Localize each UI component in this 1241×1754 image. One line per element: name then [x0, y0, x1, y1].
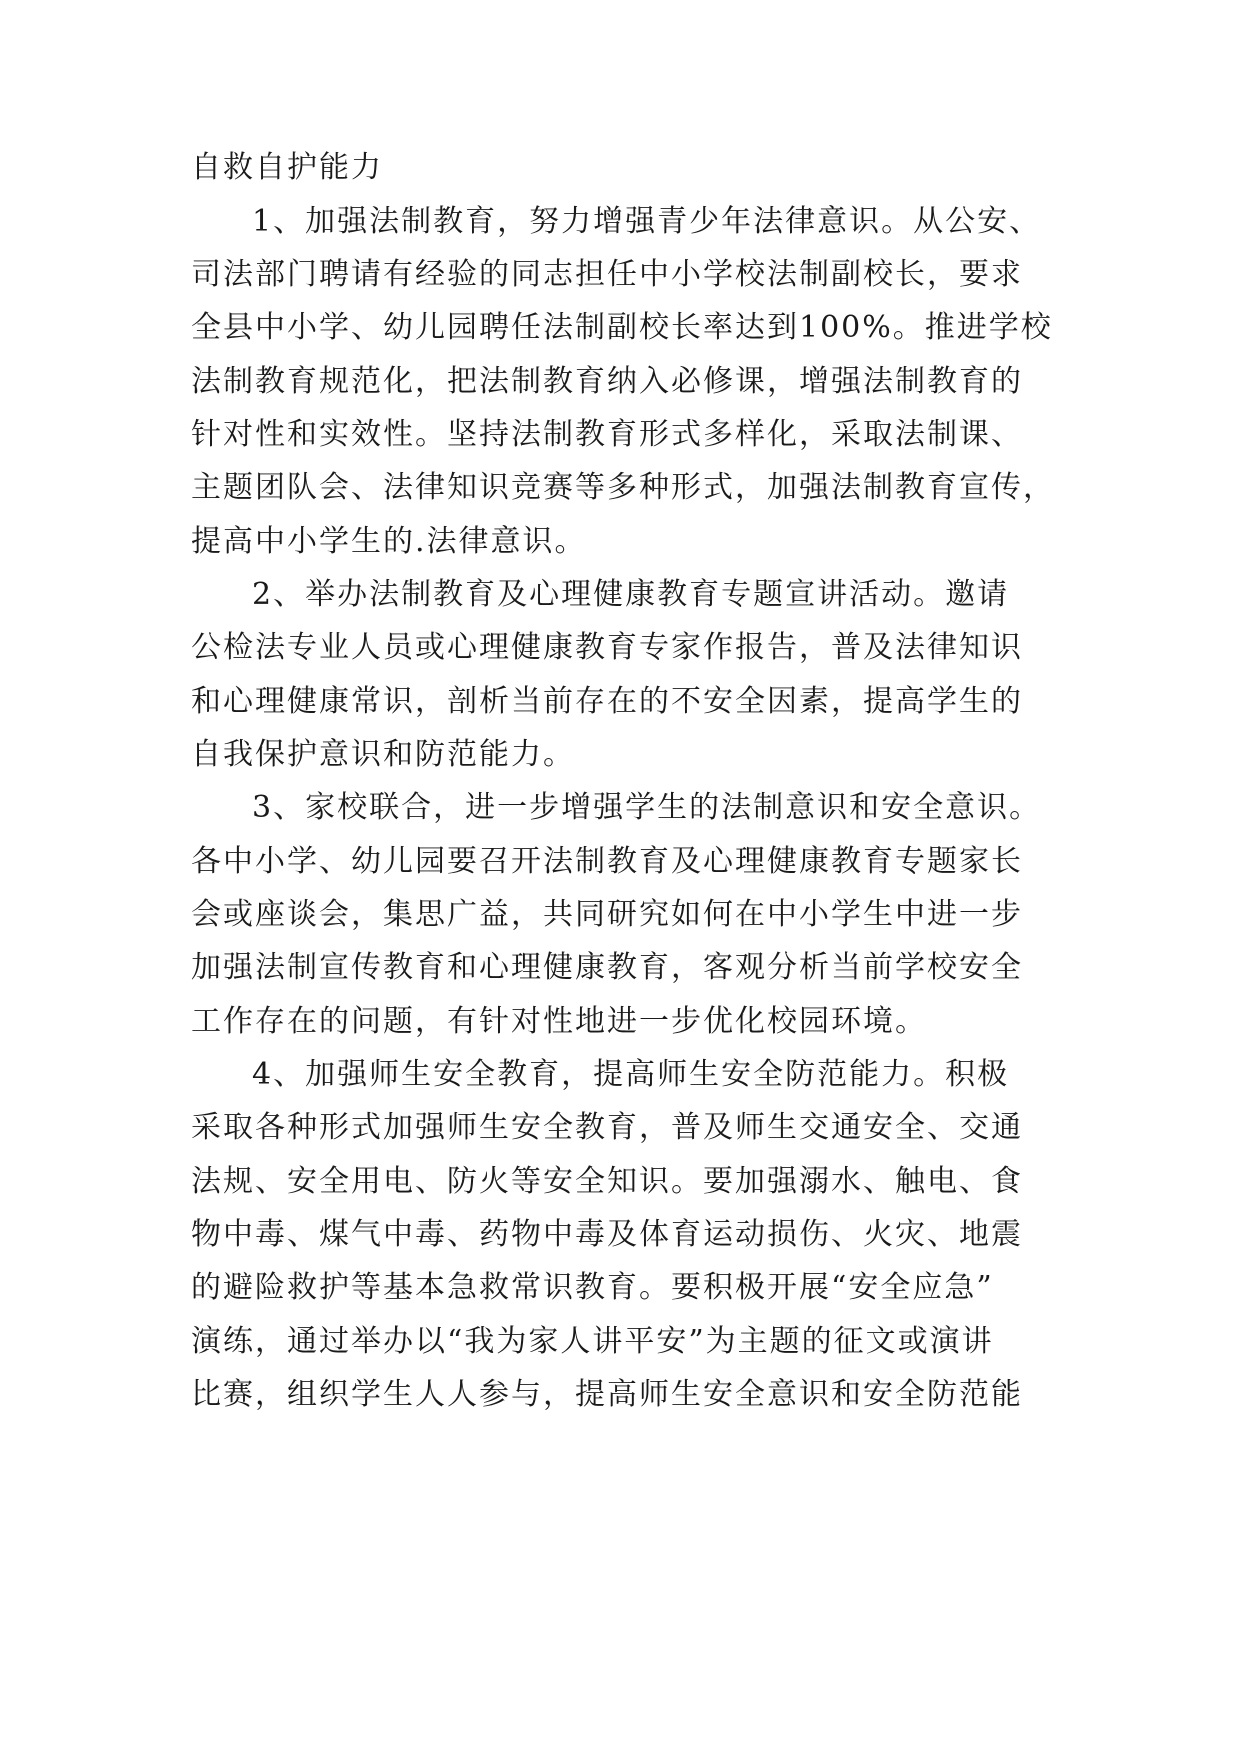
text-line: 演练，通过举办以“我为家人讲平安”为主题的征文或演讲: [191, 1324, 994, 1359]
text-line: 4、加强师生安全教育，提高师生安全防范能力。积极: [252, 1057, 1010, 1092]
text-line: 提高中小学生的.法律意识。: [191, 524, 587, 559]
text-line: 自救自护能力: [191, 150, 383, 185]
text-line: 采取各种形式加强师生安全教育，普及师生交通安全、交通: [191, 1110, 1023, 1145]
text-line: 1、加强法制教育，努力增强青少年法律意识。从公安、: [252, 204, 1042, 239]
text-line: 法制教育规范化，把法制教育纳入必修课，增强法制教育的: [191, 364, 1023, 399]
text-line: 全县中小学、幼儿园聘任法制副校长率达到100%。推进学校: [191, 310, 1053, 345]
text-line: 加强法制宣传教育和心理健康教育，客观分析当前学校安全: [191, 950, 1023, 985]
text-line: 比赛，组织学生人人参与，提高师生安全意识和安全防范能: [191, 1377, 1023, 1412]
text-line: 针对性和实效性。坚持法制教育形式多样化，采取法制课、: [191, 417, 1023, 452]
text-line: 的避险救护等基本急救常识教育。要积极开展“安全应急”: [191, 1270, 994, 1305]
text-line: 工作存在的问题，有针对性地进一步优化校园环境。: [191, 1004, 927, 1039]
text-line: 主题团队会、法律知识竞赛等多种形式，加强法制教育宣传，: [191, 470, 1055, 505]
text-line: 3、家校联合，进一步增强学生的法制意识和安全意识。: [252, 790, 1042, 825]
text-line: 司法部门聘请有经验的同志担任中小学校法制副校长，要求: [191, 257, 1023, 292]
text-line: 2、举办法制教育及心理健康教育专题宣讲活动。邀请: [252, 577, 1010, 612]
text-line: 公检法专业人员或心理健康教育专家作报告，普及法律知识: [191, 630, 1023, 665]
text-line: 会或座谈会，集思广益，共同研究如何在中小学生中进一步: [191, 897, 1023, 932]
text-line: 物中毒、煤气中毒、药物中毒及体育运动损伤、火灾、地震: [191, 1217, 1023, 1252]
text-line: 法规、安全用电、防火等安全知识。要加强溺水、触电、食: [191, 1164, 1023, 1199]
text-line: 和心理健康常识，剖析当前存在的不安全因素，提高学生的: [191, 684, 1023, 719]
text-line: 自我保护意识和防范能力。: [191, 737, 575, 772]
text-line: 各中小学、幼儿园要召开法制教育及心理健康教育专题家长: [191, 844, 1023, 879]
